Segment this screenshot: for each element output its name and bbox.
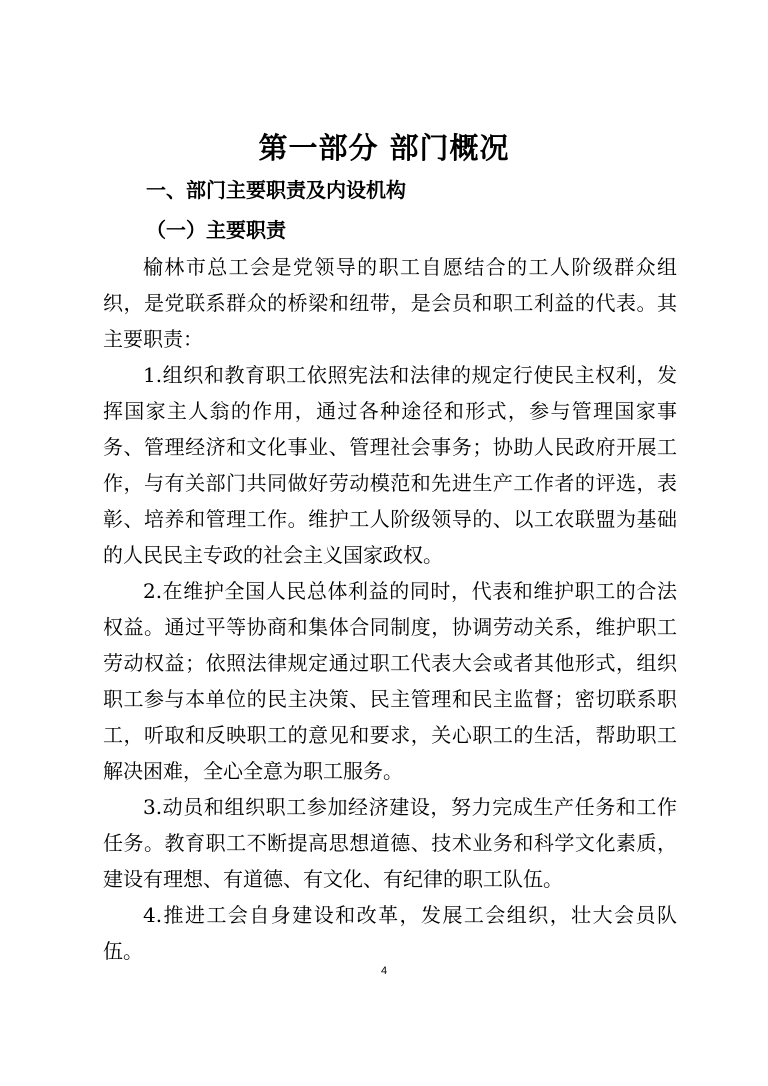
page-number: 4 (380, 965, 388, 977)
intro-paragraph: 榆林市总工会是党领导的职工自愿结合的工人阶级群众组织，是党联系群众的桥梁和纽带，是会员和职工利益的代表。其主要职责： (103, 255, 677, 351)
page-title: 第一部分 部门概况 (258, 131, 510, 165)
duty-item-1: 1.组织和教育职工依照宪法和法律的规定行使民主权利，发挥国家主人翁的作用，通过各种途径和形式，参与管理国家事务、管理经济和文化事业、管理社会事务；协助人民政府开展工作，与有关部门共同做好劳动模范和先进生产工作者的评选，表彰、培养和管理工作。维护工人阶级领导的、以工农联盟为基础的人民民主专政的社会主义国家政权。 (103, 363, 677, 567)
subsection-heading: （一）主要职责 (146, 218, 286, 242)
duty-item-4: 4.推进工会自身建设和改革，发展工会组织，壮大会员队伍。 (103, 903, 677, 963)
duty-item-3: 3.动员和组织职工参加经济建设，努力完成生产任务和工作任务。教育职工不断提高思想道德、技术业务和科学文化素质，建设有理想、有道德、有文化、有纪律的职工队伍。 (103, 795, 677, 891)
section-heading: 一、部门主要职责及内设机构 (146, 178, 406, 202)
duty-item-2: 2.在维护全国人民总体利益的同时，代表和维护职工的合法权益。通过平等协商和集体合同制度，协调劳动关系，维护职工劳动权益；依照法律规定通过职工代表大会或者其他形式，组织职工参与本单位的民主决策、民主管理和民主监督；密切联系职工，听取和反映职工的意见和要求，关心职工的生活，帮助职工解决困难，全心全意为职工服务。 (103, 579, 677, 783)
